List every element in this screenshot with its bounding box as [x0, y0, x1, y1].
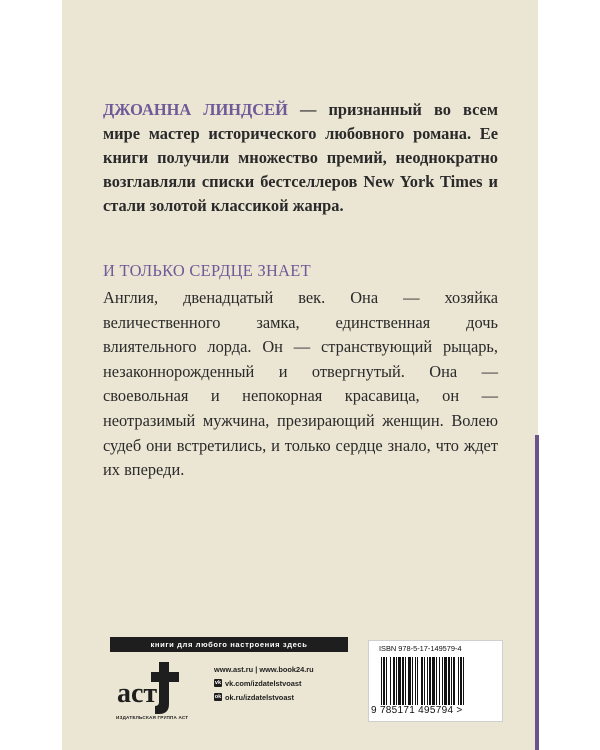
barcode	[368, 640, 503, 722]
barcode-bar	[398, 657, 401, 705]
spine-stripe	[535, 435, 539, 750]
barcode-bar	[432, 657, 435, 705]
barcode-bar	[436, 657, 437, 705]
barcode-bar	[390, 657, 391, 705]
barcode-bar	[448, 657, 450, 705]
barcode-digits: 9 785171 495794 >	[371, 705, 463, 716]
barcode-bar	[412, 657, 413, 705]
book-blurb: Англия, двенадцатый век. Она — хозяйка величественного замка, единственная дочь влиятельного лорда. Он — странствующий рыцарь, незаконнорожденный и отвергнутый. Она — своевольная и непокорная красавица, он — неотразимый мужчина, презирающий женщин. Волею судеб они встретились, и только сердце знало, что ждет их впереди.	[103, 288, 498, 480]
barcode-bar	[439, 657, 440, 705]
barcode-bar	[405, 657, 406, 705]
barcode-bar	[424, 657, 425, 705]
barcode-bar	[393, 657, 395, 705]
barcode-bar	[417, 657, 418, 705]
barcode-bar	[427, 657, 428, 705]
vk-link[interactable]: vk.com/izdatelstvoast	[225, 678, 302, 688]
barcode-bar	[442, 657, 443, 705]
barcode-bar	[458, 657, 459, 705]
barcode-bars-icon	[381, 657, 489, 705]
publisher-caption: ИЗДАТЕЛЬСКАЯ ГРУППА АСТ	[116, 715, 189, 720]
vk-icon: vk	[214, 680, 222, 686]
barcode-bar	[408, 657, 411, 705]
barcode-bar	[402, 657, 404, 705]
ok-link[interactable]: ok.ru/izdatelstvoast	[225, 692, 294, 702]
barcode-bar	[383, 657, 385, 705]
barcode-bar	[444, 657, 447, 705]
author-name: ДЖОАННА ЛИНДСЕЙ	[103, 100, 288, 119]
websites-link[interactable]: www.ast.ru | www.book24.ru	[214, 664, 314, 674]
barcode-bar	[421, 657, 423, 705]
barcode-bar	[396, 657, 397, 705]
barcode-bar	[453, 657, 455, 705]
ok-icon: ok	[214, 694, 222, 700]
ast-logo-icon	[115, 660, 187, 718]
barcode-bar	[381, 657, 382, 705]
book-title: И ТОЛЬКО СЕРДЦЕ ЗНАЕТ	[103, 261, 311, 280]
logo-text: аст	[117, 678, 158, 709]
barcode-bar	[460, 657, 462, 705]
isbn-label: ISBN 978-5-17-149579-4	[379, 644, 462, 653]
barcode-bar	[415, 657, 416, 705]
barcode-bar	[463, 657, 464, 705]
publisher-links	[214, 662, 314, 704]
barcode-bar	[429, 657, 431, 705]
author-bio-text: — признанный во всем мире мастер исторического любовного романа. Ее книги получили множество премий, неоднократно возглавляли списки бестселлеров New York Times и стали золотой классикой жанра.	[103, 100, 498, 215]
barcode-bar	[386, 657, 387, 705]
author-bio	[103, 98, 498, 218]
barcode-bar	[451, 657, 452, 705]
tagline-banner: книги для любого настроения здесь	[110, 637, 348, 652]
